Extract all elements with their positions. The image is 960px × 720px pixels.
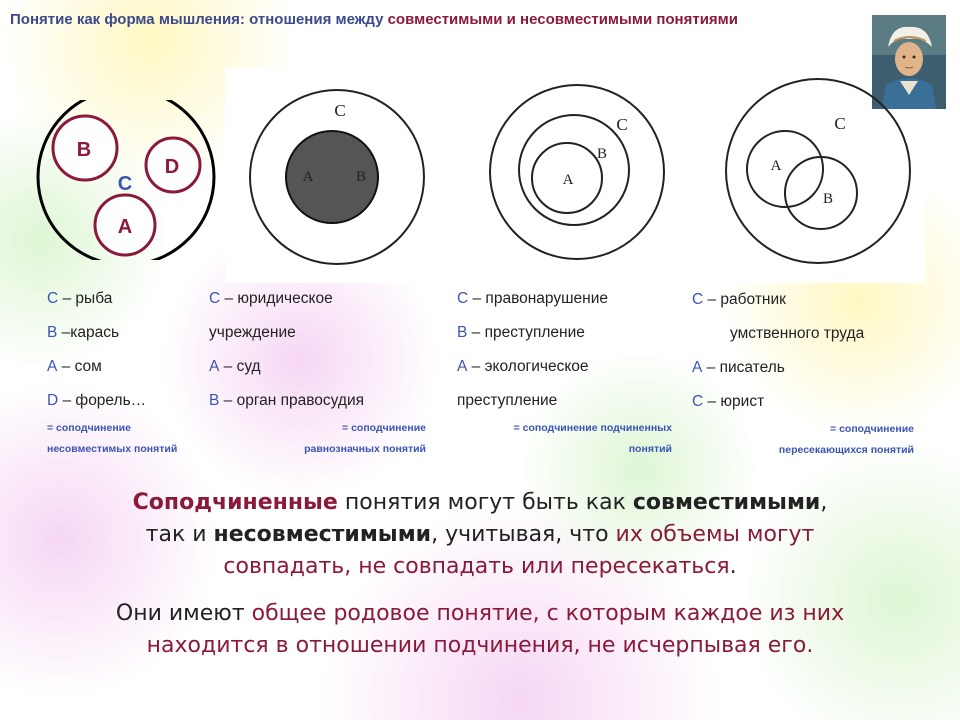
legend-line: А – писатель [692,359,785,376]
legend-line: А – суд [209,358,261,375]
label-C: C [334,101,346,120]
legend-line: учреждение [209,324,296,341]
relation-note: пересекающихся понятий [778,444,914,456]
label-D: D [164,156,180,178]
label-A: A [302,169,314,185]
legend-column-1 [47,282,227,460]
page-title: Понятие как форма мышления: отношения между совместимыми и несовместимыми понятиями [10,11,738,28]
label-C: C [117,173,133,195]
label-C: C [616,115,628,134]
diagram-incompatible [33,100,223,260]
relation-note: несовместимых понятий [47,443,178,455]
legend-line: В –карась [47,324,120,341]
label-B: B [76,139,92,161]
legend-line: С – правонарушение [457,290,609,307]
legend-line: умственного труда [730,325,865,342]
legend-column-2 [209,282,426,460]
legend-column-3 [457,282,672,460]
label-C: C [834,114,846,133]
relation-note: понятий [628,443,672,455]
legend-line: преступление [457,392,558,409]
label-A: A [770,158,782,174]
relation-note: = соподчинение [47,422,131,434]
diagram-intersecting [718,73,918,273]
relation-note: = соподчинение [342,422,426,434]
label-B: B [355,169,367,185]
label-B: B [822,191,834,207]
label-A: A [562,172,574,188]
legend-line: D – форель… [47,392,147,409]
diagram-subordinate [482,72,672,272]
relation-note: = соподчинение подчиненных [513,422,672,434]
circle-C [490,85,664,259]
circle-B [785,157,857,229]
legend-column-4 [692,283,914,461]
summary-paragraph-1: Соподчиненные понятия могут быть как совместимыми, так и несовместимыми, учитывая, что их объемы могут совпадать, не совпадать или пересекаться. [132,490,828,579]
legend-line: С – рыба [47,290,113,307]
label-A: A [117,216,133,238]
relation-note: = соподчинение [830,423,914,435]
relation-note: равнозначных понятий [304,443,426,455]
circle-B [519,115,629,225]
legend-line: В – орган правосудия [209,392,365,409]
diagram-equivalent [245,77,435,277]
legend-line: С – юридическое [209,290,333,307]
label-B: B [596,146,608,162]
legend-line: А – сом [47,358,102,375]
circle-C [726,79,910,263]
legend-line: С – работник [692,291,786,308]
legend-line: А – экологическое [457,358,589,375]
summary-paragraph-2: Они имеют общее родовое понятие, с которым каждое из них находится в отношении подчинения, не исчерпывая его. [115,601,845,658]
legend-line: С – юрист [692,393,765,410]
legend-line: В – преступление [457,324,585,341]
